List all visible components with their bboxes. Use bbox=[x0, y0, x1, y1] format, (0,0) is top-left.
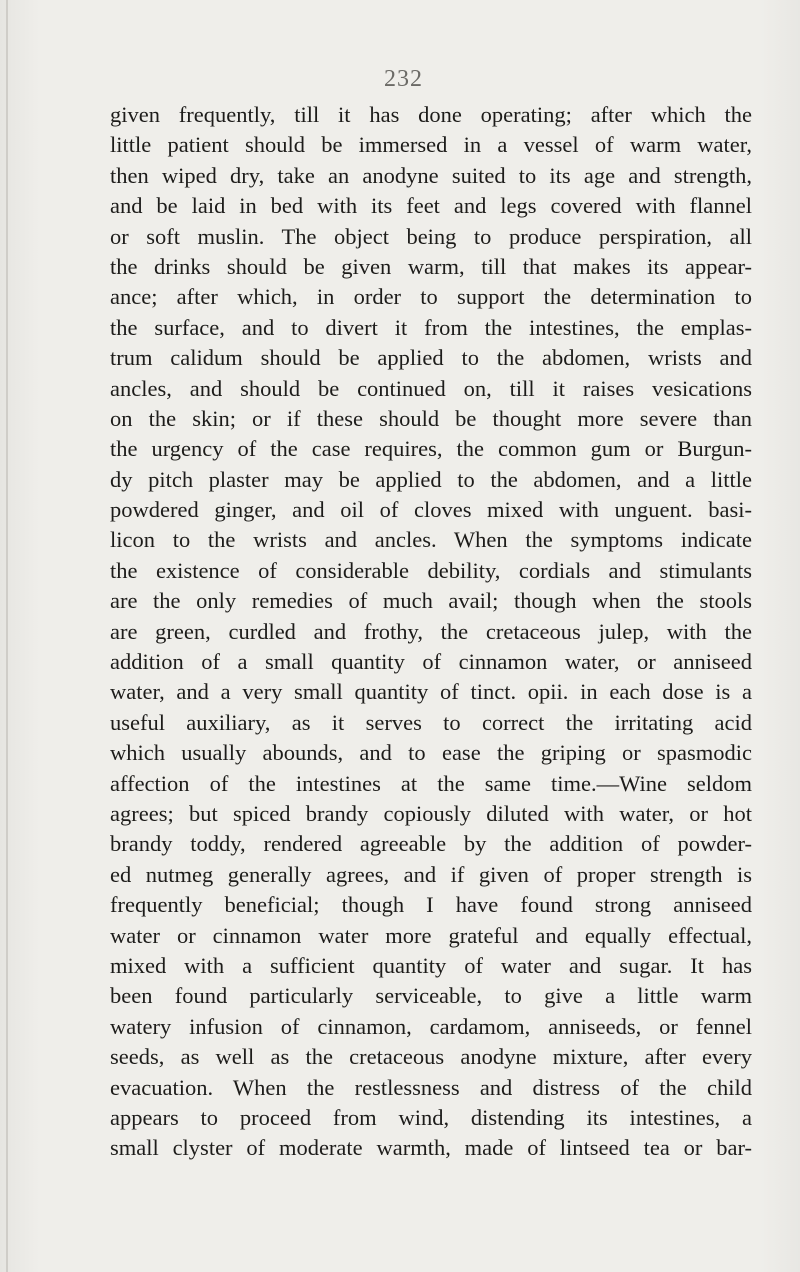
text-line: or soft muslin. The object being to produce perspiration, all bbox=[110, 223, 752, 249]
text-line: the surface, and to divert it from the intestines, the emplas- bbox=[110, 314, 752, 340]
text-line: agrees; but spiced brandy copiously diluted with water, or hot bbox=[110, 800, 752, 826]
text-line: water or cinnamon water more grateful and equally effectual, bbox=[110, 922, 752, 948]
text-line: given frequently, till it has done operating; after which the bbox=[110, 102, 752, 127]
text-line: addition of a small quantity of cinnamon water, or anniseed bbox=[110, 649, 752, 675]
text-line: are the only remedies of much avail; though when the stools bbox=[110, 588, 752, 614]
text-line: frequently beneficial; though I have found strong anniseed bbox=[110, 892, 752, 918]
text-line: evacuation. When the restlessness and distress of the child bbox=[110, 1074, 752, 1100]
text-line: little patient should be immersed in a vessel of warm water, bbox=[110, 132, 752, 158]
text-line: been found particularly serviceable, to give a little warm bbox=[110, 983, 752, 1009]
text-line: useful auxiliary, as it serves to correct the irritating acid bbox=[110, 709, 752, 735]
text-line: the drinks should be given warm, till that makes its appear- bbox=[110, 253, 752, 279]
text-line: are green, curdled and frothy, the cretaceous julep, with the bbox=[110, 618, 752, 644]
text-line: small clyster of moderate warmth, made of lintseed tea or bar- bbox=[110, 1135, 752, 1161]
text-line: water, and a very small quantity of tinct. opii. in each dose is a bbox=[110, 679, 752, 705]
text-line: watery infusion of cinnamon, cardamom, anniseeds, or fennel bbox=[110, 1013, 752, 1039]
text-line: powdered ginger, and oil of cloves mixed with unguent. basi- bbox=[110, 497, 752, 523]
text-line: mixed with a sufficient quantity of water and sugar. It has bbox=[110, 952, 752, 978]
text-line: trum calidum should be applied to the abdomen, wrists and bbox=[110, 345, 752, 371]
text-line: licon to the wrists and ancles. When the symptoms indicate bbox=[110, 527, 752, 553]
text-line: seeds, as well as the cretaceous anodyne mixture, after every bbox=[110, 1044, 752, 1070]
text-line: the existence of considerable debility, cordials and stimulants bbox=[110, 557, 752, 583]
text-line: ed nutmeg generally agrees, and if given of proper strength is bbox=[110, 861, 752, 887]
page-edge bbox=[6, 0, 8, 1272]
text-line: appears to proceed from wind, distending its intestines, a bbox=[110, 1104, 752, 1130]
text-line: which usually abounds, and to ease the griping or spasmodic bbox=[110, 740, 752, 766]
text-line: brandy toddy, rendered agreeable by the addition of powder- bbox=[110, 831, 752, 857]
page-number: 232 bbox=[384, 66, 423, 92]
text-line: affection of the intestines at the same time.—Wine seldom bbox=[110, 770, 752, 796]
body-text bbox=[110, 100, 752, 1164]
text-line: on the skin; or if these should be thought more severe than bbox=[110, 405, 752, 431]
text-line: and be laid in bed with its feet and legs covered with flannel bbox=[110, 193, 752, 219]
text-line: ancles, and should be continued on, till it raises vesications bbox=[110, 375, 752, 401]
text-line: the urgency of the case requires, the common gum or Burgun- bbox=[110, 436, 752, 462]
text-line: then wiped dry, take an anodyne suited to its age and strength, bbox=[110, 162, 752, 188]
text-line: ance; after which, in order to support the determination to bbox=[110, 284, 752, 310]
text-line: dy pitch plaster may be applied to the abdomen, and a little bbox=[110, 466, 752, 492]
